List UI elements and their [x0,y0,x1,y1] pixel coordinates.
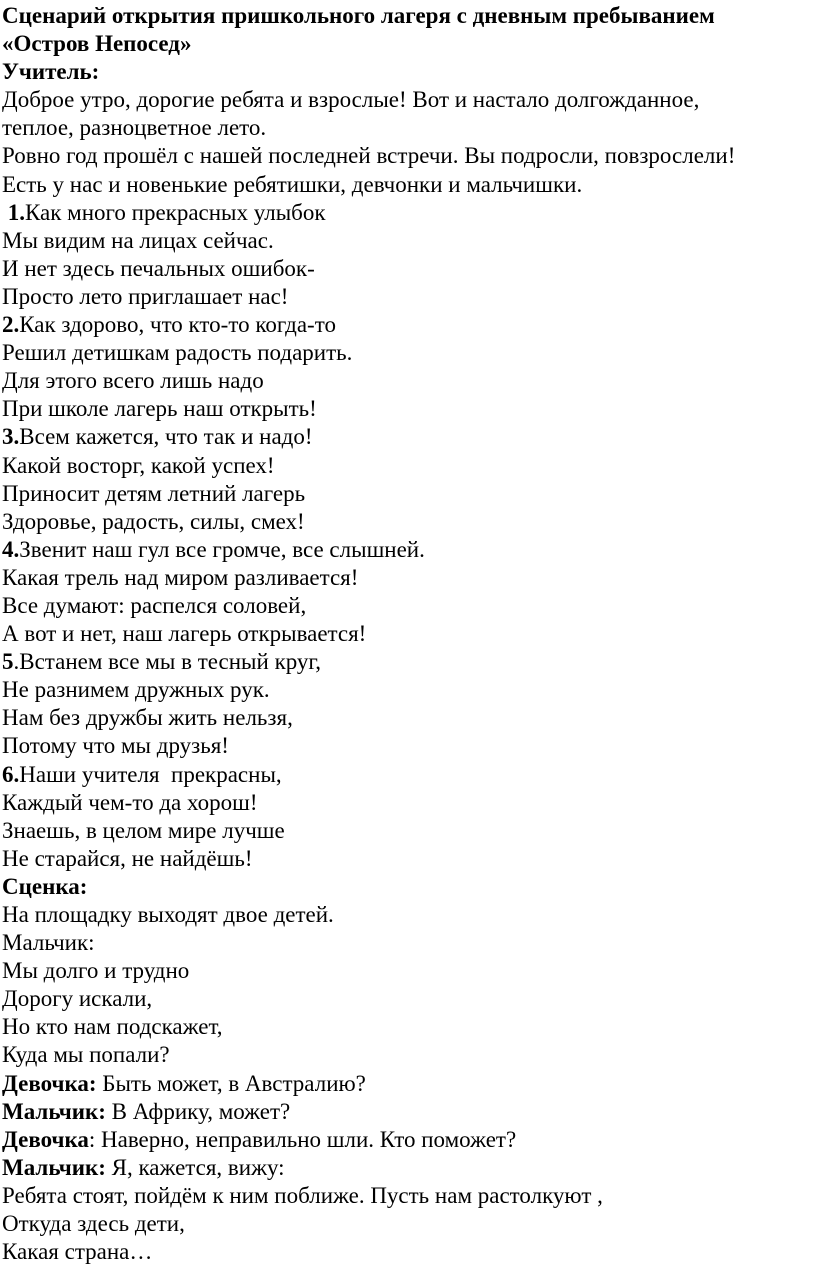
camp-name: «Остров Непосед» [2,31,192,57]
verse-line: 2.Как здорово, что кто-то когда-то [2,312,336,338]
verse-line: Знаешь, в целом мире лучше [2,817,285,843]
scene-line: Мы долго и трудно [2,958,190,984]
verse-line: Нам без дружбы жить нельзя, [2,705,293,731]
verse-line: И нет здесь печальных ошибок- [2,255,315,281]
verse-line: 6.Наши учителя прекрасны, [2,761,282,787]
verse-line: Не старайся, не найдёшь! [2,845,253,871]
verse-line: 4.Звенит наш гул все громче, все слышней. [2,536,425,562]
verse-line: Решил детишкам радость подарить. [2,340,353,366]
speaker-teacher: Учитель: [2,59,100,85]
verse-line: Мы видим на лицах сейчас. [2,227,274,253]
verse-line: Не разнимем дружных рук. [2,677,270,703]
verse-number: 1. [7,199,25,225]
dialogue-line: Мальчик: В Африку, может? [2,1098,291,1124]
dialogue-line: Мальчик: Я, кажется, вижу: [2,1154,285,1180]
verse-line: Просто лето приглашает нас! [2,283,289,309]
document-title: Сценарий открытия пришкольного лагеря с дневным пребыванием [2,3,715,28]
verse-line: 1.Как много прекрасных улыбок [7,199,326,225]
intro-line: Есть у нас и новенькие ребятишки, девчонки и мальчишки. [2,171,583,197]
verse-line: При школе лагерь наш открыть! [2,396,317,422]
intro-line: Ровно год прошёл с нашей последней встречи. Вы подросли, повзрослели! [2,143,736,169]
scene-line: Но кто нам подскажет, [2,1014,223,1040]
verse-number: 2. [2,312,20,338]
document-page [2,2,812,1266]
verse-line: Все думают: распелся соловей, [2,592,307,618]
verse-number: 6. [2,761,20,787]
speaker-name: Девочка: [2,1070,97,1096]
verse-line: Приносит детям летний лагерь [2,480,306,506]
verse-line: Для этого всего лишь надо [2,368,264,394]
scene-line: На площадку выходят двое детей. [2,902,334,927]
scene-heading: Сценка: [2,873,88,899]
speaker-name: Девочка [2,1126,89,1152]
scene-line: Мальчик: [2,930,95,956]
speaker-name: Мальчик: [2,1154,106,1180]
verse-line: 3.Всем кажется, что так и надо! [2,424,313,450]
verse-number: 4. [2,536,20,562]
speaker-name: Мальчик: [2,1098,106,1124]
verse-line: Здоровье, радость, силы, смех! [2,508,305,534]
verse-line: Потому что мы друзья! [2,733,229,759]
scene-line: Дорогу искали, [2,986,153,1012]
dialogue-line: Девочка: Быть может, в Австралию? [2,1070,366,1096]
verse-line: Какой восторг, какой успех! [2,452,275,478]
verse-line: Каждый чем-то да хорош! [2,789,258,815]
ending-line: Откуда здесь дети, [2,1211,185,1237]
intro-line: Доброе утро, дорогие ребята и взрослые! Вот и настало долгожданное, [2,87,700,113]
ending-line: Какая страна… [2,1239,153,1265]
verse-line: А вот и нет, наш лагерь открывается! [2,621,367,647]
verse-line: Какая трель над миром разливается! [2,564,359,590]
verse-number: 3. [2,424,20,450]
dialogue-line: Девочка: Наверно, неправильно шли. Кто поможет? [2,1126,517,1152]
verse-line: 5.Встанем все мы в тесный круг, [2,649,322,675]
intro-line: теплое, разноцветное лето. [2,115,267,141]
ending-line: Ребята стоят, пойдём к ним поближе. Пусть нам растолкуют , [2,1182,603,1208]
scene-line: Куда мы попали? [2,1042,170,1068]
verse-number: 5 [2,649,14,675]
